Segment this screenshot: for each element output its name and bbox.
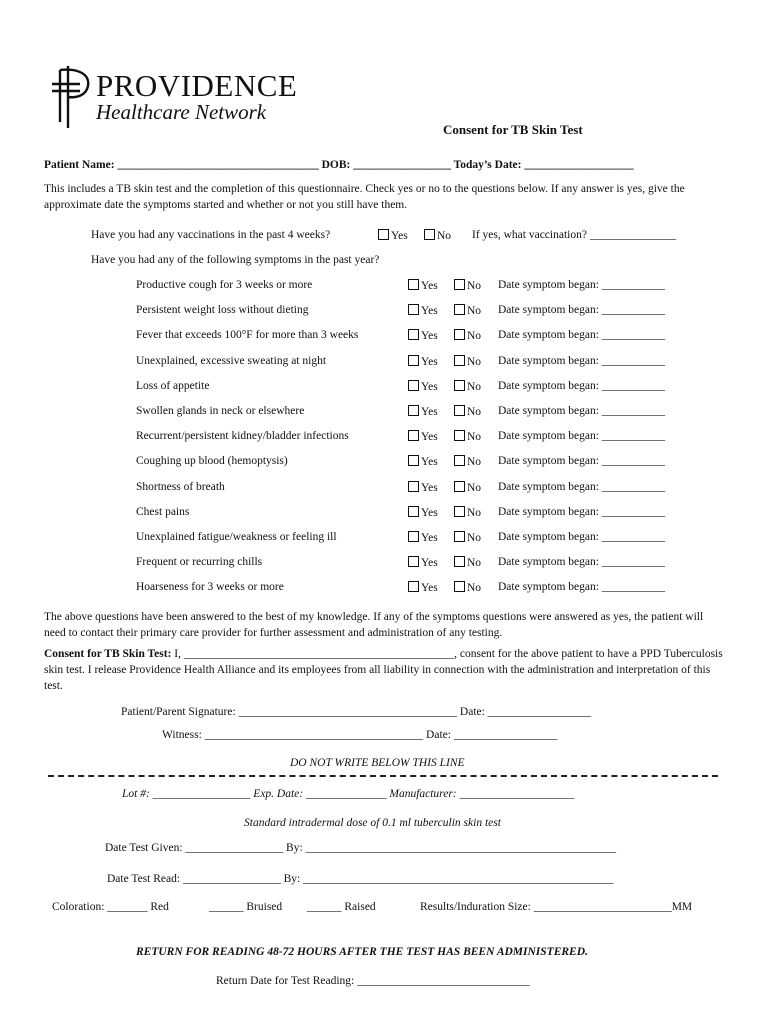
date-symptom-began[interactable]: Date symptom began: ___________	[498, 481, 666, 493]
no-label: No	[467, 280, 482, 292]
no-label: No	[467, 406, 482, 418]
no-label: No	[467, 507, 482, 519]
logo-name: PROVIDENCE	[96, 68, 298, 103]
symptom-yes-option[interactable]	[408, 355, 438, 368]
checkbox-icon[interactable]	[408, 405, 419, 416]
symptom-label: Unexplained fatigue/weakness or feeling ill	[136, 531, 337, 543]
checkbox-icon[interactable]	[454, 329, 465, 340]
symptom-label: Shortness of breath	[136, 481, 225, 493]
symptom-yes-option[interactable]	[408, 380, 438, 393]
checkbox-icon[interactable]	[454, 279, 465, 290]
date-symptom-began[interactable]: Date symptom began: ___________	[498, 380, 666, 392]
return-date-line[interactable]: Return Date for Test Reading: ______________________________	[216, 975, 530, 987]
induration-size[interactable]: Results/Induration Size: ________________________MM	[420, 901, 693, 913]
checkbox-icon[interactable]	[454, 531, 465, 542]
checkbox-icon[interactable]	[454, 556, 465, 567]
symptom-label: Persistent weight loss without dieting	[136, 304, 309, 316]
vaccination-no-label: No	[437, 230, 452, 242]
logo-subtitle: Healthcare Network	[96, 100, 267, 124]
symptom-no-option[interactable]	[454, 279, 481, 292]
symptom-yes-option[interactable]	[408, 304, 438, 317]
symptom-yes-option[interactable]	[408, 506, 438, 519]
checkbox-icon[interactable]	[408, 380, 419, 391]
dob-label: DOB:	[321, 159, 351, 171]
checkbox-icon[interactable]	[408, 531, 419, 542]
checkbox-icon[interactable]	[408, 581, 419, 592]
yes-label: Yes	[421, 381, 438, 393]
checkbox-icon[interactable]	[454, 481, 465, 492]
date-symptom-began[interactable]: Date symptom began: ___________	[498, 531, 666, 543]
date-symptom-began[interactable]: Date symptom began: ___________	[498, 581, 666, 593]
symptom-yes-option[interactable]	[408, 531, 438, 544]
symptom-yes-option[interactable]	[408, 279, 438, 292]
symptom-label: Fever that exceeds 100°F for more than 3 weeks	[136, 329, 359, 341]
checkbox-icon[interactable]	[408, 279, 419, 290]
vaccination-no-option[interactable]	[424, 229, 451, 242]
vaccination-question: Have you had any vaccinations in the past 4 weeks?	[91, 229, 331, 241]
signature-line[interactable]: Patient/Parent Signature: ______________________________________ Date: __________________	[121, 706, 592, 718]
todays-date-field[interactable]: ___________________	[524, 159, 634, 171]
providence-cross-logo-icon	[50, 64, 94, 130]
symptom-label: Loss of appetite	[136, 380, 210, 392]
checkbox-icon[interactable]	[408, 355, 419, 366]
yes-label: Yes	[421, 557, 438, 569]
checkbox-icon[interactable]	[454, 355, 465, 366]
symptom-no-option[interactable]	[454, 405, 481, 418]
checkbox-icon[interactable]	[454, 430, 465, 441]
intro-text: This includes a TB skin test and the completion of this questionnaire. Check yes or no to the questions below. If any answer is yes, give the approximate date the symptoms started and whether or not you still have them.	[44, 183, 685, 211]
checkbox-icon[interactable]	[408, 506, 419, 517]
lot-expiration-line[interactable]: Lot #: _________________ Exp. Date: ______________ Manufacturer: ____________________	[122, 788, 575, 800]
symptom-no-option[interactable]	[454, 581, 481, 594]
todays-date-label: Today’s Date:	[453, 159, 522, 171]
no-label: No	[467, 456, 482, 468]
symptom-label: Unexplained, excessive sweating at night	[136, 355, 327, 367]
date-given-line[interactable]: Date Test Given: _________________ By: ______________________________________________________	[105, 842, 617, 854]
symptom-label: Recurrent/persistent kidney/bladder infections	[136, 430, 349, 442]
coloration-bruised[interactable]: ______ Bruised	[209, 901, 283, 913]
no-label: No	[467, 305, 482, 317]
vaccination-followup[interactable]: If yes, what vaccination? _______________	[472, 229, 677, 241]
witness-line[interactable]: Witness: ______________________________________ Date: __________________	[162, 729, 558, 741]
symptom-label: Frequent or recurring chills	[136, 556, 263, 568]
checkbox-icon[interactable]	[408, 455, 419, 466]
no-label: No	[467, 356, 482, 368]
yes-label: Yes	[421, 482, 438, 494]
yes-label: Yes	[421, 305, 438, 317]
symptom-yes-option[interactable]	[408, 556, 438, 569]
checkbox-icon[interactable]	[408, 329, 419, 340]
checkbox-icon[interactable]	[454, 506, 465, 517]
symptom-no-option[interactable]	[454, 455, 481, 468]
yes-label: Yes	[421, 330, 438, 342]
checkbox-icon[interactable]	[408, 430, 419, 441]
standard-dose-note: Standard intradermal dose of 0.1 ml tuberculin skin test	[244, 817, 501, 829]
symptom-yes-option[interactable]	[408, 329, 438, 342]
checkbox-icon[interactable]	[408, 304, 419, 315]
no-label: No	[467, 330, 482, 342]
vaccination-yes-option[interactable]	[378, 229, 408, 242]
no-label: No	[467, 582, 482, 594]
yes-label: Yes	[421, 356, 438, 368]
checkbox-icon[interactable]	[408, 481, 419, 492]
consent-statement	[44, 646, 724, 694]
return-notice: RETURN FOR READING 48-72 HOURS AFTER THE TEST HAS BEEN ADMINISTERED.	[136, 946, 588, 958]
dob-field[interactable]: _________________	[353, 159, 451, 171]
date-symptom-began[interactable]: Date symptom began: ___________	[498, 556, 666, 568]
date-symptom-began[interactable]: Date symptom began: ___________	[498, 279, 666, 291]
yes-label: Yes	[421, 507, 438, 519]
no-label: No	[467, 532, 482, 544]
date-symptom-began[interactable]: Date symptom began: ___________	[498, 405, 666, 417]
vaccination-yes-label: Yes	[391, 230, 408, 242]
consent-text[interactable]: I, _______________________________________________, consent for the above patient to have a PPD Tuberculosis skin test. I release Providence Health Alliance and its employees from all liability in connection with the administration and interpretation of this test.	[44, 648, 723, 692]
no-label: No	[467, 557, 482, 569]
symptom-no-option[interactable]	[454, 481, 481, 494]
symptom-label: Productive cough for 3 weeks or more	[136, 279, 313, 291]
no-label: No	[467, 431, 482, 443]
symptom-no-option[interactable]	[454, 355, 481, 368]
symptom-no-option[interactable]	[454, 556, 481, 569]
checkbox-icon[interactable]	[454, 455, 465, 466]
symptom-no-option[interactable]	[454, 304, 481, 317]
divider-line	[48, 775, 718, 777]
date-symptom-began[interactable]: Date symptom began: ___________	[498, 430, 666, 442]
page-title: Consent for TB Skin Test	[443, 122, 583, 137]
symptom-yes-option[interactable]	[408, 455, 438, 468]
yes-label: Yes	[421, 406, 438, 418]
patient-header-line	[44, 159, 634, 171]
symptom-label: Coughing up blood (hemoptysis)	[136, 455, 288, 467]
above-statement: The above questions have been answered to the best of my knowledge. If any of the symptoms questions were answered as yes, the patient will need to contact their primary care provider for further assessment and administration of any testing.	[44, 611, 704, 639]
checkbox-icon[interactable]	[454, 405, 465, 416]
date-symptom-began[interactable]: Date symptom began: ___________	[498, 506, 666, 518]
coloration-raised[interactable]: ______ Raised	[307, 901, 376, 913]
symptom-no-option[interactable]	[454, 430, 481, 443]
symptom-yes-option[interactable]	[408, 430, 438, 443]
checkbox-icon[interactable]	[378, 229, 389, 240]
yes-label: Yes	[421, 532, 438, 544]
symptom-no-option[interactable]	[454, 506, 481, 519]
yes-label: Yes	[421, 456, 438, 468]
patient-name-field[interactable]: ___________________________________	[117, 159, 319, 171]
yes-label: Yes	[421, 431, 438, 443]
coloration-red[interactable]: Coloration: _______ Red	[52, 901, 169, 913]
symptom-yes-option[interactable]	[408, 405, 438, 418]
symptom-no-option[interactable]	[454, 380, 481, 393]
symptom-yes-option[interactable]	[408, 581, 438, 594]
date-symptom-began[interactable]: Date symptom began: ___________	[498, 304, 666, 316]
yes-label: Yes	[421, 280, 438, 292]
patient-name-label: Patient Name:	[44, 159, 115, 171]
checkbox-icon[interactable]	[454, 581, 465, 592]
date-read-line[interactable]: Date Test Read: _________________ By: ______________________________________________________	[107, 873, 614, 885]
symptom-no-option[interactable]	[454, 329, 481, 342]
symptom-yes-option[interactable]	[408, 481, 438, 494]
yes-label: Yes	[421, 582, 438, 594]
date-symptom-began[interactable]: Date symptom began: ___________	[498, 329, 666, 341]
symptom-label: Swollen glands in neck or elsewhere	[136, 405, 305, 417]
symptoms-question: Have you had any of the following symptoms in the past year?	[91, 254, 380, 266]
checkbox-icon[interactable]	[454, 304, 465, 315]
symptom-no-option[interactable]	[454, 531, 481, 544]
date-symptom-began[interactable]: Date symptom began: ___________	[498, 455, 666, 467]
no-label: No	[467, 482, 482, 494]
checkbox-icon[interactable]	[424, 229, 435, 240]
symptom-label: Chest pains	[136, 506, 190, 518]
checkbox-icon[interactable]	[408, 556, 419, 567]
do-not-write-notice: DO NOT WRITE BELOW THIS LINE	[290, 757, 465, 769]
no-label: No	[467, 381, 482, 393]
checkbox-icon[interactable]	[454, 380, 465, 391]
consent-label: Consent for TB Skin Test:	[44, 648, 172, 660]
symptom-label: Hoarseness for 3 weeks or more	[136, 581, 284, 593]
date-symptom-began[interactable]: Date symptom began: ___________	[498, 355, 666, 367]
